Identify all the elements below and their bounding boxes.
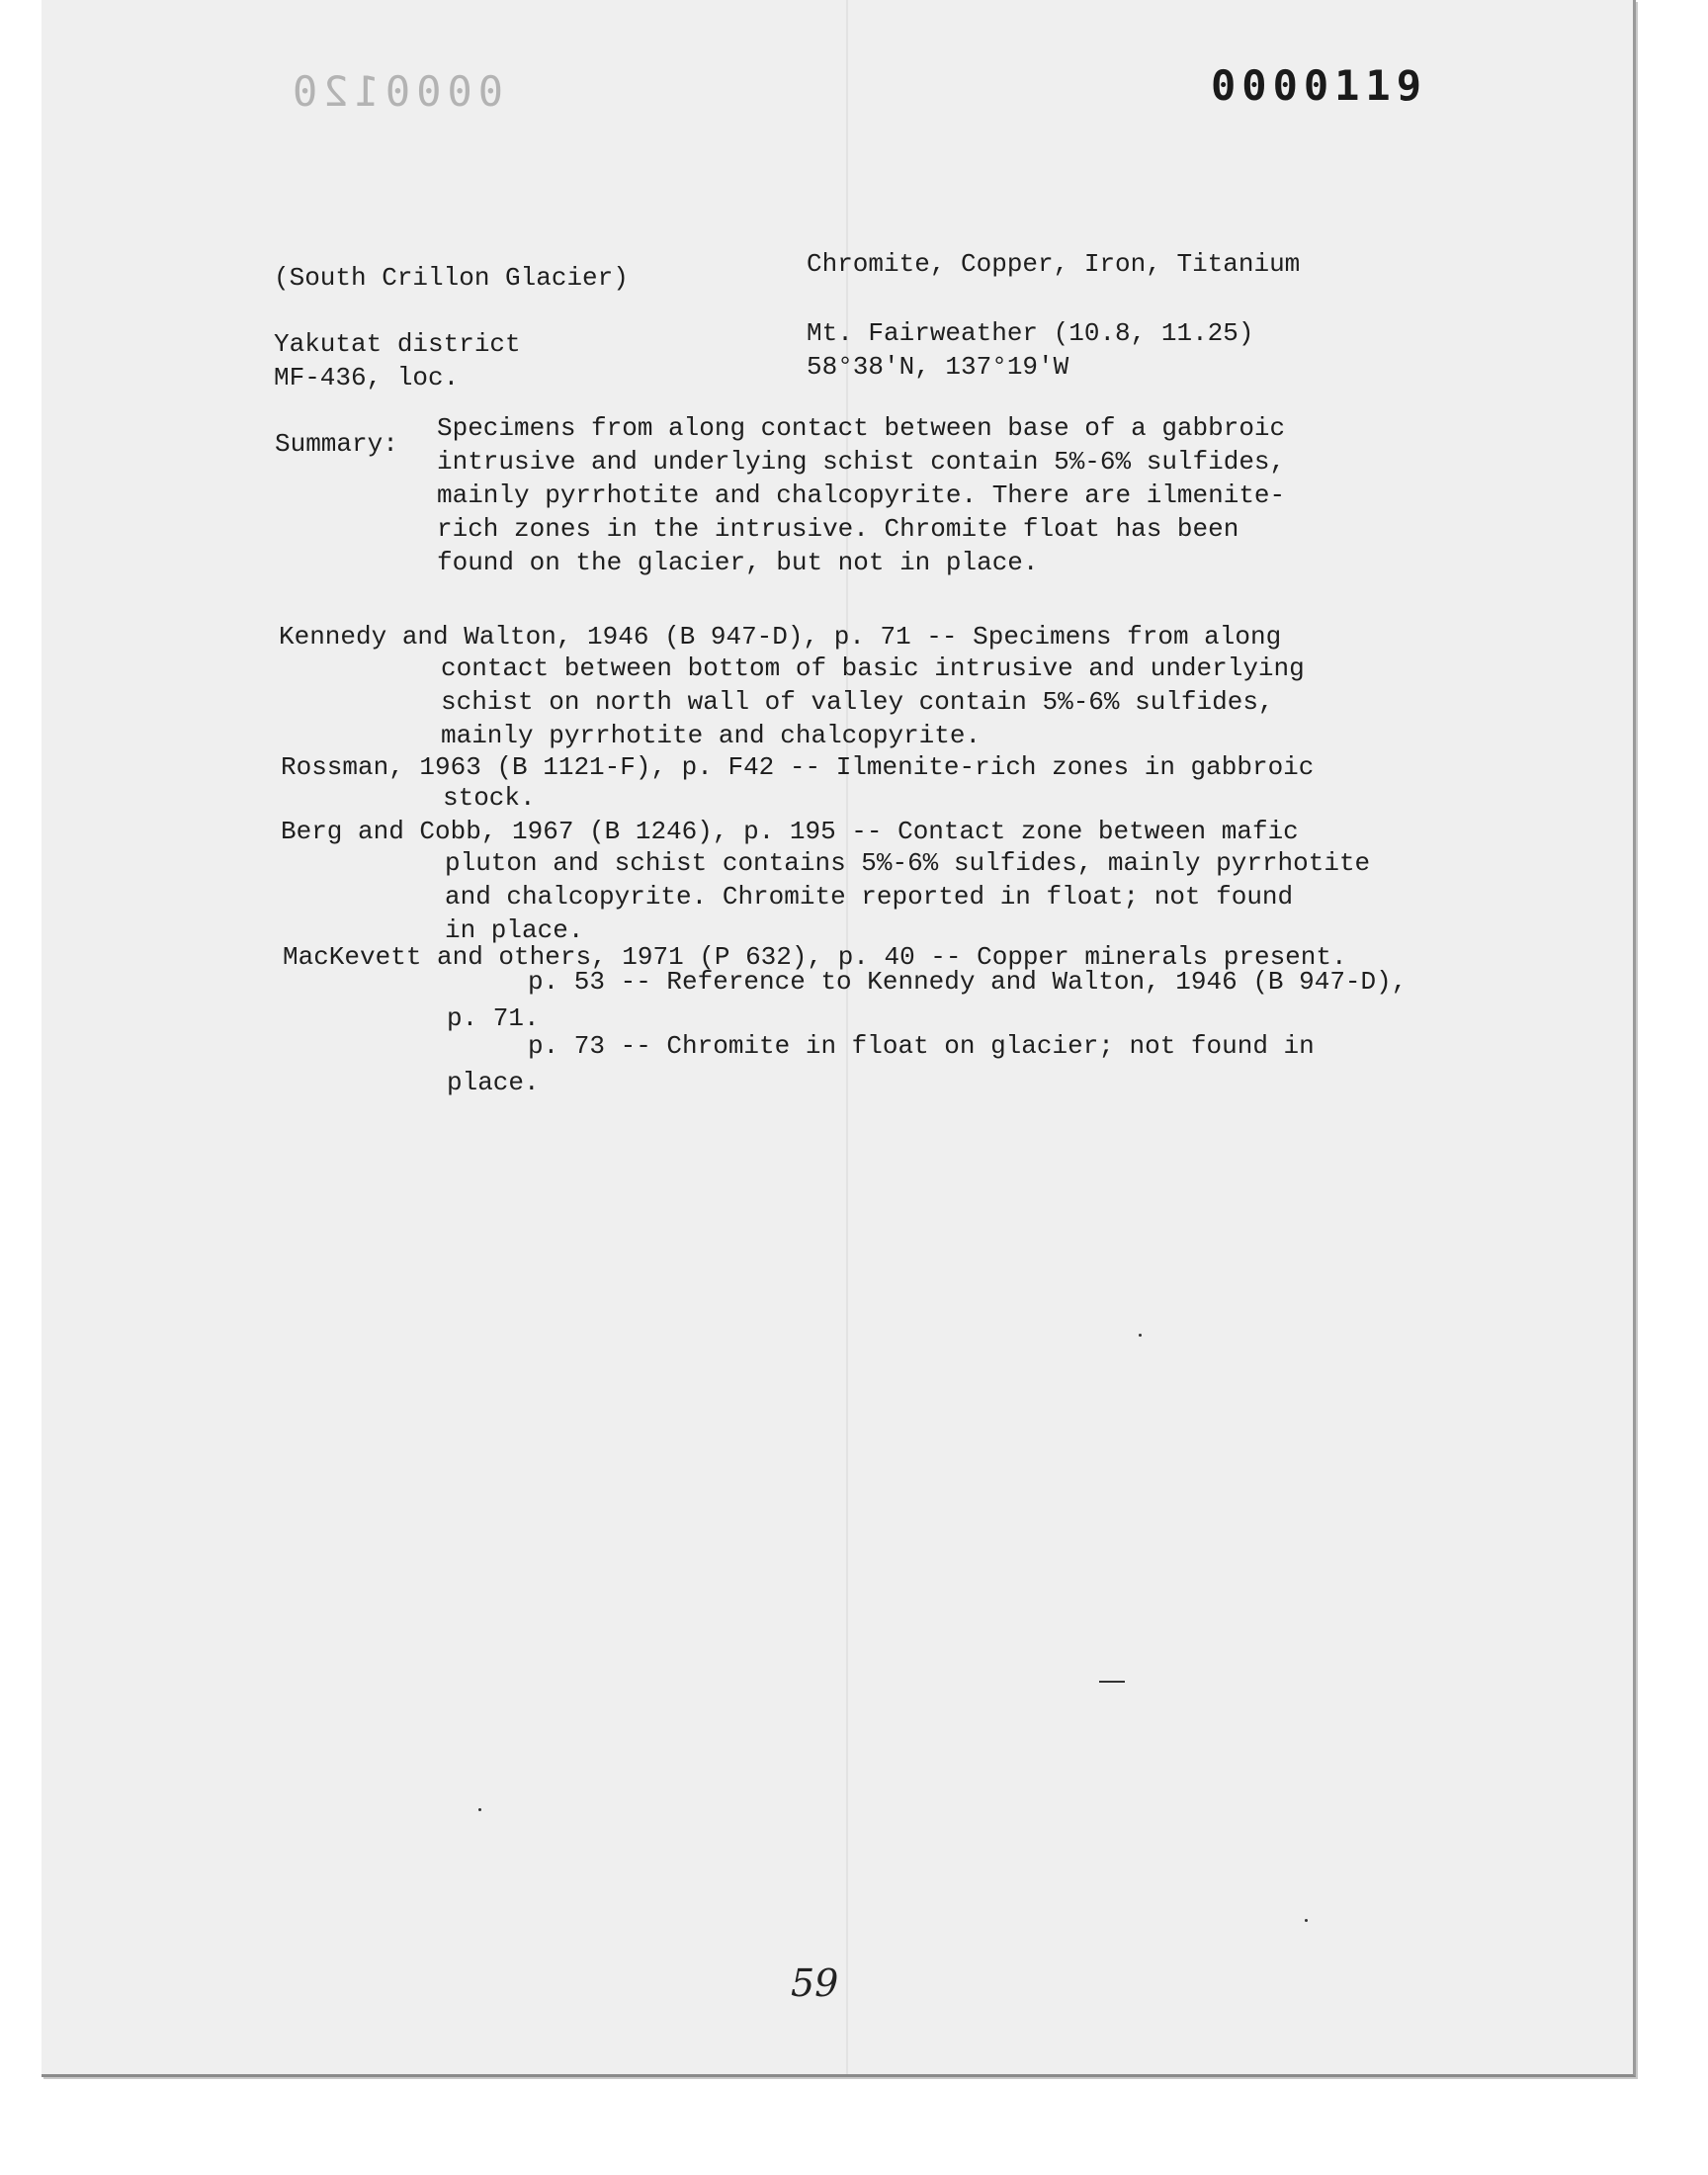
reference-line: place. [447, 1068, 540, 1097]
reference-entry: Kennedy and Walton, 1946 (B 947-D), p. 71 -- Specimens from along [279, 622, 1282, 652]
reference-line: stock. [443, 783, 536, 813]
coordinates: 58°38'N, 137°19'W [807, 352, 1069, 382]
site-name: (South Crillon Glacier) [274, 263, 629, 293]
page-stamp: 0000119 [1211, 61, 1428, 110]
scan-mark [1099, 1681, 1125, 1683]
scan-speck [478, 1808, 481, 1811]
summary-line: found on the glacier, but not in place. [437, 548, 1039, 577]
map-reference: MF-436, loc. [274, 363, 460, 392]
reference-line: schist on north wall of valley contain 5%-6% sulfides, [441, 687, 1274, 717]
reference-continuation [443, 781, 536, 815]
commodities: Chromite, Copper, Iron, Titanium [807, 249, 1301, 279]
reference-continuation [445, 846, 1370, 947]
district: Yakutat district [274, 329, 521, 359]
reference-subentry: p. 73 -- Chromite in float on glacier; not found in [528, 1031, 1315, 1061]
reference-line: contact between bottom of basic intrusive and underlying [441, 653, 1305, 683]
reference-entry: Rossman, 1963 (B 1121-F), p. F42 -- Ilmenite-rich zones in gabbroic [281, 752, 1315, 782]
reference-line: and chalcopyrite. Chromite reported in float; not found [445, 882, 1294, 912]
scan-speck [1305, 1919, 1308, 1922]
quadrangle: Mt. Fairweather (10.8, 11.25) [807, 318, 1254, 348]
summary-line: rich zones in the intrusive. Chromite float has been [437, 514, 1239, 544]
reference-line: mainly pyrrhotite and chalcopyrite. [441, 721, 982, 750]
summary-label: Summary: [275, 429, 398, 459]
ghost-page-stamp: 0000120 [287, 67, 504, 116]
reference-line: pluton and schist contains 5%-6% sulfides, mainly pyrrhotite [445, 848, 1371, 878]
reference-entry: MacKevett and others, 1971 (P 632), p. 40 -- Copper minerals present. [283, 942, 1347, 972]
reference-line: p. 71. [447, 1003, 540, 1033]
reference-subentry: p. 53 -- Reference to Kennedy and Walton, 1946 (B 947-D), [528, 967, 1408, 997]
summary-line: Specimens from along contact between base of a gabbroic [437, 413, 1286, 443]
reference-line: in place. [445, 915, 584, 945]
reference-entry: Berg and Cobb, 1967 (B 1246), p. 195 -- Contact zone between mafic [281, 817, 1299, 846]
summary-text [437, 411, 1285, 579]
scan-speck [1139, 1334, 1142, 1337]
summary-line: intrusive and underlying schist contain 5%-6% sulfides, [437, 447, 1286, 477]
reference-continuation [441, 652, 1305, 752]
summary-line: mainly pyrrhotite and chalcopyrite. There are ilmenite- [437, 480, 1286, 510]
page-number: 59 [791, 1961, 839, 2005]
